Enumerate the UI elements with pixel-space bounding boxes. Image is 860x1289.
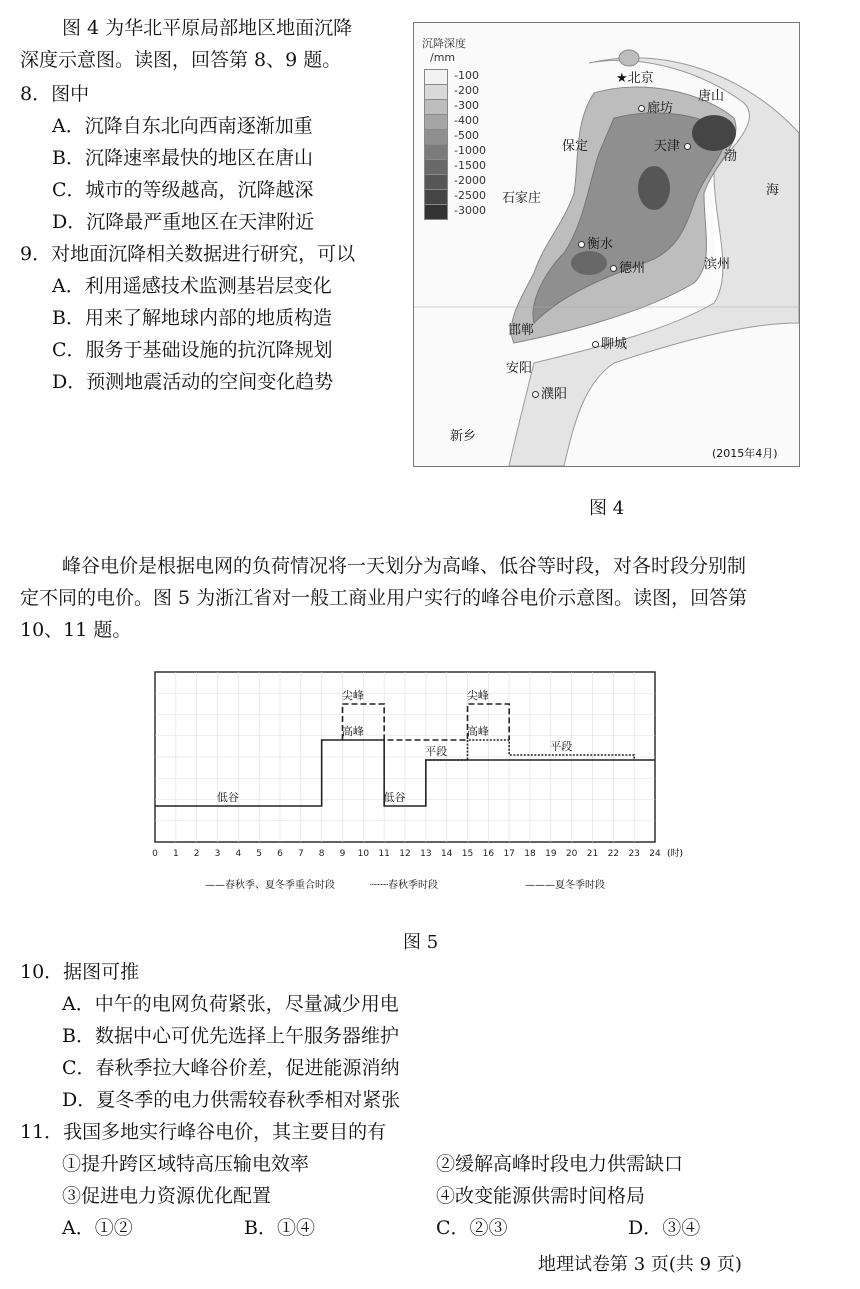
legend-label: -3000 bbox=[454, 204, 486, 217]
city-handan: 邯郸 bbox=[508, 323, 535, 338]
q9-option-a: A．利用遥感技术监测基岩层变化 bbox=[52, 275, 332, 297]
map-date: (2015年4月) bbox=[712, 447, 778, 460]
x-tick-label: 14 bbox=[440, 849, 453, 859]
x-tick-label: 20 bbox=[565, 849, 578, 859]
q10-option-b: B．数据中心可优先选择上午服务器维护 bbox=[62, 1025, 399, 1047]
q10-option-c: C．春秋季拉大峰谷价差，促进能源消纳 bbox=[62, 1057, 400, 1079]
segment-label: 高峰 bbox=[466, 725, 489, 738]
x-tick-label: 17 bbox=[503, 849, 515, 859]
legend-title-2: /mm bbox=[430, 51, 456, 64]
q10-stem: 10．据图可推 bbox=[20, 961, 140, 983]
legend-swatch bbox=[424, 69, 448, 85]
city-dot-icon bbox=[610, 265, 617, 272]
q11-item-2: ②缓解高峰时段电力供需缺口 bbox=[436, 1153, 684, 1175]
city-langfang: 廊坊 bbox=[638, 97, 673, 116]
q11-option-b: B．①④ bbox=[244, 1217, 315, 1239]
city-dot-icon bbox=[592, 341, 599, 348]
q5-intro-line1: 峰谷电价是根据电网的负荷情况将一天划分为高峰、低谷等时段，对各时段分别制 bbox=[62, 555, 747, 577]
x-tick-label: 7 bbox=[297, 849, 304, 859]
city-beijing: ★北京 bbox=[616, 71, 654, 86]
x-unit-label: (时) bbox=[666, 849, 684, 859]
peak-valley-chart bbox=[140, 660, 700, 900]
legend-item bbox=[424, 174, 504, 189]
segment-label: 平段 bbox=[425, 745, 448, 758]
city-anyang: 安阳 bbox=[506, 361, 533, 376]
legend-label: -100 bbox=[454, 69, 479, 82]
legend-label: -2500 bbox=[454, 189, 486, 202]
legend-swatch bbox=[424, 189, 448, 205]
q9-stem: 9．对地面沉降相关数据进行研究，可以 bbox=[20, 243, 356, 265]
city-binzhou: 滨州 bbox=[704, 257, 731, 272]
q4-intro-line2: 深度示意图。读图，回答第 8、9 题。 bbox=[20, 49, 342, 71]
q10-option-d: D．夏冬季的电力供需较春秋季相对紧张 bbox=[62, 1089, 401, 1111]
legend-label: -500 bbox=[454, 129, 479, 142]
x-tick-label: 11 bbox=[378, 849, 390, 859]
city-liaocheng: 聊城 bbox=[592, 333, 627, 352]
city-dot-icon bbox=[638, 105, 645, 112]
x-tick-label: 15 bbox=[461, 849, 474, 859]
legend-swatch bbox=[424, 129, 448, 145]
q11-option-a: A．①② bbox=[62, 1217, 133, 1239]
legend-swatch bbox=[424, 99, 448, 115]
x-tick-label: 3 bbox=[214, 849, 221, 859]
legend-swatch bbox=[424, 144, 448, 160]
legend-label: -1500 bbox=[454, 159, 486, 172]
zone-center bbox=[638, 166, 670, 210]
x-tick-label: 19 bbox=[545, 849, 557, 859]
legend-title bbox=[422, 35, 466, 64]
q11-item-3: ③促进电力资源优化配置 bbox=[62, 1185, 272, 1207]
city-dot-icon bbox=[684, 143, 691, 150]
city-baoding: 保定 bbox=[562, 139, 589, 154]
x-tick-label: 6 bbox=[277, 849, 283, 859]
legend-label: -1000 bbox=[454, 144, 486, 157]
segment-label: 高峰 bbox=[341, 725, 364, 738]
q8-option-d: D．沉降最严重地区在天津附近 bbox=[52, 211, 315, 233]
legend-title-1: 沉降深度 bbox=[422, 37, 466, 50]
legend-swatch bbox=[424, 174, 448, 190]
x-tick-label: 9 bbox=[339, 849, 346, 859]
q8-option-c: C．城市的等级越高，沉降越深 bbox=[52, 179, 314, 201]
city-puyang: 濮阳 bbox=[532, 383, 567, 402]
sea-label-1: 渤 bbox=[724, 149, 738, 164]
figure4-caption: 图 4 bbox=[589, 498, 625, 519]
x-tick-label: 16 bbox=[482, 849, 495, 859]
x-tick-label: 13 bbox=[420, 849, 432, 859]
x-tick-label: 24 bbox=[649, 849, 661, 859]
x-tick-label: 1 bbox=[172, 849, 179, 859]
legend-item bbox=[424, 99, 504, 114]
q5-intro-line2: 定不同的电价。图 5 为浙江省对一般工商业用户实行的峰谷电价示意图。读图，回答第 bbox=[20, 587, 748, 609]
city-tianjin: 天津 bbox=[654, 135, 693, 154]
q11-item-4: ④改变能源供需时间格局 bbox=[436, 1185, 646, 1207]
q11-option-d: D．③④ bbox=[628, 1217, 701, 1239]
legend-item bbox=[424, 84, 504, 99]
q5-intro-line3: 10、11 题。 bbox=[20, 619, 132, 641]
city-dezhou: 德州 bbox=[610, 257, 645, 276]
q9-option-c: C．服务于基础设施的抗沉降规划 bbox=[52, 339, 333, 361]
legend-swatch bbox=[424, 159, 448, 175]
legend-label: -2000 bbox=[454, 174, 486, 187]
page-footer: 地理试卷第 3 页(共 9 页) bbox=[538, 1254, 742, 1275]
legend-swatch bbox=[424, 84, 448, 100]
segment-label: 低谷 bbox=[383, 791, 406, 804]
x-tick-label: 10 bbox=[357, 849, 370, 859]
x-tick-label: 18 bbox=[524, 849, 536, 859]
q4-intro-line1: 图 4 为华北平原局部地区地面沉降 bbox=[62, 17, 353, 39]
zone-hengshui bbox=[571, 251, 607, 275]
legend-label: -400 bbox=[454, 114, 479, 127]
x-tick-label: 21 bbox=[586, 849, 599, 859]
segment-label: 低谷 bbox=[216, 791, 239, 804]
legend-item bbox=[424, 69, 504, 84]
legend-label: -200 bbox=[454, 84, 479, 97]
x-tick-label: 2 bbox=[193, 849, 200, 859]
legend-label: -300 bbox=[454, 99, 479, 112]
city-dot-icon bbox=[578, 241, 585, 248]
q9-option-d: D．预测地震活动的空间变化趋势 bbox=[52, 371, 334, 393]
q8-stem: 8．图中 bbox=[20, 83, 90, 105]
q11-option-c: C．②③ bbox=[436, 1217, 508, 1239]
x-tick-label: 8 bbox=[318, 849, 325, 859]
figure5-caption: 图 5 bbox=[403, 932, 439, 953]
legend-item bbox=[424, 204, 504, 219]
x-tick-label: 5 bbox=[256, 849, 263, 859]
zone-beijing bbox=[619, 50, 639, 66]
q11-item-1: ①提升跨区域特高压输电效率 bbox=[62, 1153, 310, 1175]
city-xinxiang: 新乡 bbox=[450, 429, 477, 444]
segment-label: 尖峰 bbox=[466, 689, 489, 702]
q9-option-b: B．用来了解地球内部的地质构造 bbox=[52, 307, 332, 329]
star-icon: ★ bbox=[616, 71, 628, 86]
x-tick-label: 23 bbox=[628, 849, 640, 859]
q10-option-a: A．中午的电网负荷紧张，尽量减少用电 bbox=[62, 993, 399, 1015]
x-tick-label: 4 bbox=[235, 849, 242, 859]
legend-item bbox=[424, 189, 504, 204]
legend-item bbox=[424, 144, 504, 159]
q11-stem: 11．我国多地实行峰谷电价，其主要目的有 bbox=[20, 1121, 387, 1143]
segment-label: 平段 bbox=[550, 740, 573, 753]
sea-label-2: 海 bbox=[766, 183, 780, 198]
legend-item bbox=[424, 159, 504, 174]
subsidence-map bbox=[413, 22, 800, 467]
city-dot-icon bbox=[532, 391, 539, 398]
x-tick-label: 0 bbox=[152, 849, 158, 859]
q8-option-b: B．沉降速率最快的地区在唐山 bbox=[52, 147, 313, 169]
chart-legend-item: ┈┈┈春秋季时段 bbox=[370, 880, 439, 891]
chart-legend-item: ———夏冬季时段 bbox=[525, 880, 605, 891]
legend-item bbox=[424, 129, 504, 144]
city-tangshan: 唐山 bbox=[698, 89, 725, 104]
legend-swatch bbox=[424, 114, 448, 130]
legend-swatch bbox=[424, 204, 448, 220]
legend-item bbox=[424, 114, 504, 129]
q8-option-a: A．沉降自东北向西南逐渐加重 bbox=[52, 115, 313, 137]
chart-legend-item: ——春秋季、夏冬季重合时段 bbox=[205, 880, 335, 891]
segment-label: 尖峰 bbox=[341, 689, 364, 702]
x-tick-label: 12 bbox=[399, 849, 411, 859]
city-hengshui: 衡水 bbox=[578, 233, 613, 252]
city-shijiazhuang: 石家庄 bbox=[502, 191, 542, 206]
x-tick-label: 22 bbox=[607, 849, 620, 859]
